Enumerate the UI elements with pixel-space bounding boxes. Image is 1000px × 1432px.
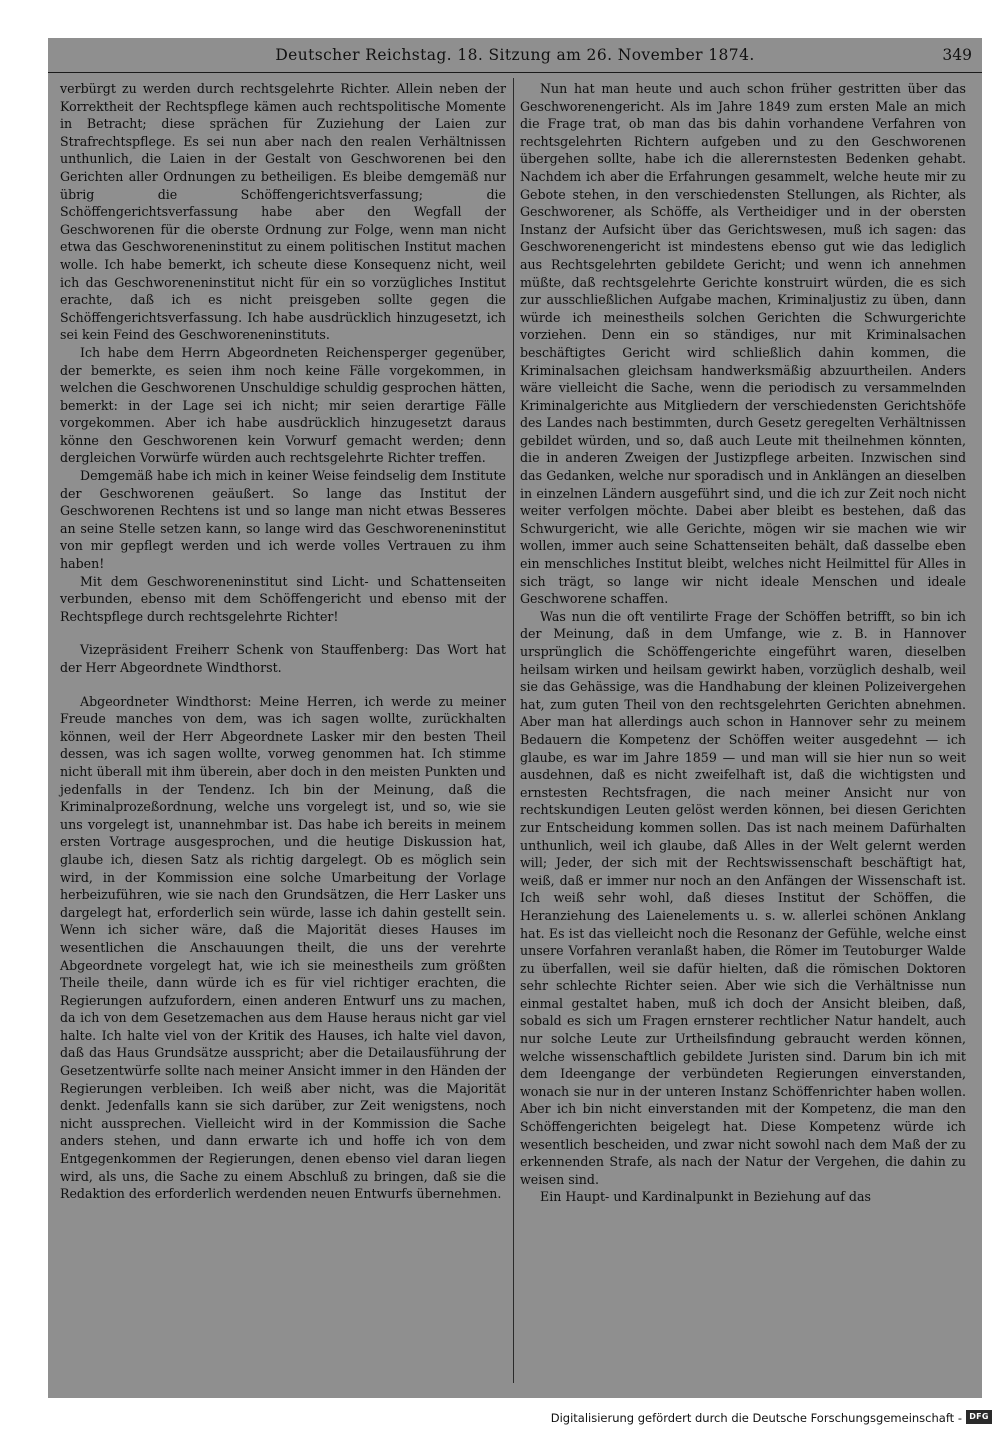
paragraph: verbürgt zu werden durch rechtsgelehrte Richter. Allein neben der Korrektheit der Rechtspflege kämen auch rechtspolitische Momente in Betracht; diese sprächen für Zuziehung der Laien zur Strafrechtspflege. Es sei nun aber nach den realen Verhältnissen unthunlich, die Laien in der Gestalt von Geschworenen bei den Gerichten aller Ordnungen zu betheiligen. Es bleibe demgemäß nur übrig die Schöffengerichtsverfassung; die Schöffengerichtsverfassung habe aber den Wegfall der Geschworenen für die oberste Ordnung zur Folge, wenn man nicht etwa das Geschworeneninstitut zu einem politischen Institut machen wolle. Ich habe bemerkt, ich scheute diese Konsequenz nicht, weil ich das Geschworeneninstitut nicht für ein so vorzügliches Institut erachte, daß ich es nicht preisgeben sollte gegen die Schöffengerichtsverfassung. Ich habe ausdrücklich hinzugesetzt, ich sei kein Feind des Geschworeneninstituts.: [60, 81, 506, 343]
page-number: 349: [942, 46, 972, 64]
page-header: [48, 38, 982, 84]
paragraph: Demgemäß habe ich mich in keiner Weise feindselig dem Institute der Geschworenen geäußert. So lange das Institut der Geschworenen Rechtens ist und so lange man nicht etwas Besseres an seine Stelle setzen kann, so lange wird das Geschworeneninstitut von mir gepflegt werden und ich werde volles Vertrauen zu ihm haben!: [60, 468, 506, 572]
scanned-page: [48, 38, 982, 1398]
paragraph: Nun hat man heute und auch schon früher gestritten über das Geschworenengericht. Als im Jahre 1849 zum ersten Male an mich die Frage trat, ob man das bis dahin vorhandene Verfahren von rechtsgelehrten Richtern aufgeben und zu den Geschworenen übergehen sollte, habe ich die allerernstesten Bedenken gehabt. Nachdem ich aber die Erfahrungen gesammelt, welche heute mir zu Gebote stehen, in den verschiedensten Stellungen, als Richter, als Geschworener, als Schöffe, als Vertheidiger und in der obersten Instanz der Aufsicht über das Gerichtswesen, muß ich sagen: das Geschworenengericht ist mindestens ebenso gut wie das lediglich aus Rechtsgelehrten gebildete Gericht; und wenn ich annehmen müßte, daß rechtsgelehrte Gerichte konstruirt würden, die es sich zur ausschließlichen Aufgabe machen, Kriminaljustiz zu üben, dann würde ich meinestheils solchen Gerichten die Schwurgerichte vorziehen. Denn ein so ständiges, nur mit Kriminalsachen beschäftigtes Gericht wird schließlich dahin kommen, die Kriminalsachen gleichsam handwerksmäßig abzuurtheilen. Anders wäre vielleicht die Sache, wenn die periodisch zu versammelnden Kriminalgerichte aus Mitgliedern der verschiedensten Gerichtshöfe des Landes nach bestimmten, durch Gesetz geregelten Verhältnissen gebildet würden, und so, daß auch Leute mit theilnehmen könnten, die in anderen Zweigen der Justizpflege arbeiten. Inzwischen sind das Gedanken, welche nur sporadisch und in Anklängen an dieselben in einzelnen Ländern ausgeführt sind, und die ich zur Zeit noch nicht weiter verfolgen möchte. Dabei aber bleibt es bestehen, daß das Schwurgericht, wie alle Gerichte, mögen wir sie machen wie wir wollen, immer auch seine Schattenseiten behält, daß dasselbe eben ein menschliches Institut bleibt, welches nicht Heilmittel für Alles in sich trägt, so lange wir nicht ideale Menschen und ideale Geschworene schaffen.: [520, 81, 966, 607]
page-footer: [0, 1406, 1000, 1432]
paragraph: Was nun die oft ventilirte Frage der Schöffen betrifft, so bin ich der Meinung, daß in dem Umfange, wie z. B. in Hannover ursprünglich die Schöffengerichte eingeführt waren, dieselben heilsam wirken und heilsam gewirkt haben, vorzüglich deshalb, weil sie das Gehässige, was die Handhabung der kleinen Polizeivergehen hat, zum guten Theil von den rechtsgelehrten Gerichten abnehmen. Aber man hat allerdings auch schon in Hannover sehr zu meinem Bedauern die Kompetenz der Schöffen weiter ausgedehnt — ich glaube, es war im Jahre 1859 — und man will sie hier nun so weit ausdehnen, daß es nicht zweifelhaft ist, daß die wichtigsten und ernstesten Rechtsfragen, die nach meiner Ansicht nur von rechtskundigen Leuten gelöst werden können, bei diesen Gerichten zur Entscheidung kommen sollen. Das ist nach meinem Dafürhalten unthunlich, weil ich glaube, daß Alles in der Welt gelernt werden will; Jeder, der sich mit der Rechtswissenschaft beschäftigt hat, weiß, daß er immer nur noch an den Anfängen der Wissenschaft ist. Ich weiß sehr wohl, daß dieses Institut der Schöffen, die Heranziehung des Laienelements u. s. w. allerlei schönen Anklang hat. Es ist das vielleicht noch die Resonanz der Gefühle, welche einst unsere Vorfahren veranlaßt haben, die Römer im Teutoburger Walde zu überfallen, weil sie dafür hielten, daß die römischen Doktoren sehr schlechte Richter seien. Aber wie sich die Verhältnisse nun einmal gestaltet haben, muß ich doch der Ansicht bleiben, daß, sobald es sich um Fragen ernsterer rechtlicher Natur handelt, auch nur solche Leute zur Urtheilsfindung gebraucht werden können, welche wissenschaftlich gebildete Juristen sind. Darum bin ich mit dem Ideengange der verbündeten Regierungen einverstanden, wonach sie nur in der unteren Instanz Schöffenrichter haben wollen. Aber ich bin nicht einverstanden mit der Kompetenz, die man den Schöffengerichten beigelegt hat. Diese Kompetenz würde ich wesentlich bescheiden, und zwar nicht sowohl nach dem Maß der zu erkennenden Strafe, als nach der Natur der Vergehen, die dahin zu weisen sind.: [520, 608, 966, 1187]
paragraph: Mit dem Geschworeneninstitut sind Licht- und Schattenseiten verbunden, ebenso mit dem Schöffengericht und ebenso mit der Rechtspflege durch rechtsgelehrte Richter!: [60, 573, 506, 624]
paragraph: Ich habe dem Herrn Abgeordneten Reichensperger gegenüber, der bemerkte, es seien ihm noch keine Fälle vorgekommen, in welchen die Geschworenen Unschuldige schuldig gesprochen hätten, bemerkt: in der Lage sei ich nicht; mir seien derartige Fälle vorgekommen. Aber ich habe ausdrücklich hinzugesetzt daraus könne den Geschworenen kein Vorwurf gemacht werden; denn dergleichen Vorwürfe würden auch rechtsgelehrte Richter treffen.: [60, 344, 506, 466]
paragraph: Ein Haupt- und Kardinalpunkt in Beziehung auf das: [540, 1189, 871, 1205]
header-title: Deutscher Reichstag. 18. Sitzung am 26. November 1874.: [275, 46, 755, 64]
column-divider: [513, 78, 514, 1383]
left-column: [60, 80, 506, 1203]
dfg-logo: DFG: [966, 1410, 992, 1424]
speaker-paragraph: Abgeordneter Windthorst: Meine Herren, ich werde zu meiner Freude manches von dem, was ich sagen wollte, zurückhalten können, weil der Herr Abgeordnete Lasker mir den besten Theil dessen, was ich sagen wollte, vorweg genommen hat. Ich stimme nicht überall mit ihm überein, aber doch in den meisten Punkten und jedenfalls in der Tendenz. Ich bin der Meinung, daß die Kriminalprozeßordnung, welche uns vorgelegt ist, und so, wie sie uns vorgelegt ist, unannehmbar ist. Das habe ich bereits in meinem ersten Vortrage ausgesprochen, und die heutige Diskussion hat, glaube ich, diesen Satz als richtig dargelegt. Ob es möglich sein wird, in der Kommission eine solche Umarbeitung der Vorlage herbeizuführen, wie sie nach den Grundsätzen, die Herr Lasker uns dargelegt hat, erforderlich sein würde, lasse ich dahin gestellt sein. Wenn ich sicher wäre, daß die Majorität dieses Hauses im wesentlichen die Anschauungen theilt, die uns der verehrte Abgeordnete vorgelegt hat, wie ich sie meinestheils zum größten Theile theile, dann würde ich es für viel richtiger erachten, die Regierungen aufzufordern, einen anderen Entwurf uns zu machen, da ich von dem Gesetzemachen aus dem Hause heraus nicht gar viel halte. Ich halte viel von der Kritik des Hauses, ich halte viel davon, daß das Haus Grundsätze ausspricht; aber die Detailausführung der Gesetzentwürfe sollte nach meiner Ansicht immer in den Händen der Regierungen verbleiben. Ich weiß aber nicht, was die Majorität denkt. Jedenfalls kann sie sich darüber, zur Zeit wenigstens, noch nicht aussprechen. Vielleicht wird in der Kommission die Sache anders stehen, und dann erwarte ich und hoffe ich von dem Entgegenkommen der Regierungen, denen ebenso viel daran liegen wird, als uns, die Sache zu einem Abschluß zu bringen, daß sie die Redaktion des erforderlich werdenden neuen Entwurfs übernehmen.: [60, 693, 506, 1202]
header-rule: [48, 72, 982, 73]
speaker-paragraph: Vizepräsident Freiherr Schenk von Stauffenberg: Das Wort hat der Herr Abgeordnete Windthorst.: [60, 642, 506, 675]
digitization-credit: Digitalisierung gefördert durch die Deutsche Forschungsgemeinschaft -: [550, 1411, 962, 1425]
right-column: [520, 80, 966, 1206]
